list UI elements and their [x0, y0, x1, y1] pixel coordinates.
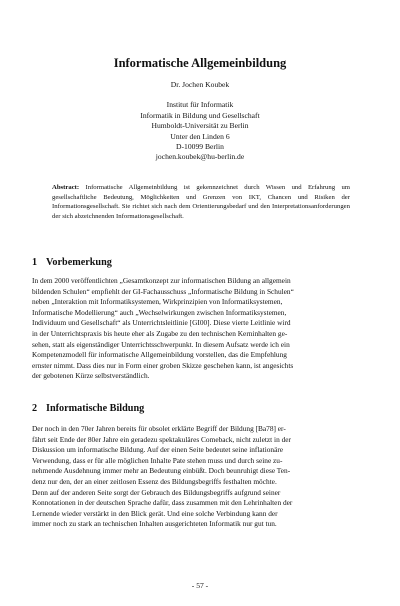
body-line: immer noch zu stark an technischen Inhalten ausgerichteten Informatik nur gut tun. — [32, 519, 277, 529]
section-number: 1 — [32, 257, 38, 268]
body-line: Verwendung, dass er für alle möglichen Inhalte Pate stehen muss und durch seine zu- — [32, 455, 283, 465]
section-body — [32, 424, 368, 530]
paper-title: Informatische Allgemeinbildung — [113, 56, 287, 70]
author-email: jochen.koubek@hu-berlin.de — [155, 152, 245, 162]
affiliation-line: Unter den Linden 6 — [170, 131, 230, 141]
section-title: Informatische Bildung — [46, 403, 145, 414]
body-line: Konnotationen in der deutschen Sprache dafür, dass zusammen mit den Lehrinhalten der — [32, 498, 293, 508]
body-line: Individuum und Gesellschaft“ als Unterrichtsleitlinie [GI00]. Diese vierte Leitlinie wird — [32, 318, 291, 328]
body-line: bildenden Schulen“ empfiehlt der GI-Fachausschuss „Informatische Bildung in Schulen“ — [32, 286, 294, 296]
section-heading — [32, 257, 112, 268]
body-line: nehmende Ausdehnung immer mehr an Bedeutung einbüßt. Doch beunruhigt diese Ten- — [32, 466, 291, 476]
author-block — [0, 80, 400, 163]
body-line: denz nur den, der an einer zeitlosen Essenz des Bildungsbegriffs festhalten möchte. — [32, 476, 277, 486]
body-line: In dem 2000 veröffentlichten „Gesamtkonzept zur informatischen Bildung an allgemein — [32, 276, 291, 285]
affiliation-line: D-10099 Berlin — [176, 142, 224, 152]
body-line: fährt seit Ende der 80er Jahre ein geradezu spektakuläres Comeback, nicht zuletzt in der — [32, 434, 291, 444]
body-line: der gebotenen Kürze selbstverständlich. — [32, 371, 150, 381]
abstract-text: Informatische Allgemeinbildung ist gekennzeichnet durch Wissen und Erfahrung um gesellschaftliche Bedeutung, Möglichkeiten und Grenzen von IKT, Chancen und Risiken der Informationsgesellschaft. Sie richtet sich nach dem Orientierungsbedarf und den Interpretationsanforderungen der sich abzeichnenden Informationsgesellschaft. — [52, 184, 350, 221]
body-line: Der noch in den 70er Jahren bereits für obsolet erklärte Begriff der Bildung [Ba78] er- — [32, 424, 286, 433]
body-line: in der Unterrichtspraxis bis heute eher als Zugabe zu den technischen Kerninhalten ge- — [32, 328, 288, 338]
body-line: Kompetenzmodell für informatische Allgemeinbildung vorstellen, das die Empfehlung — [32, 350, 287, 360]
body-line: Lernende wieder verstärkt in den Blick gerät. Und eine solche Verbindung kann der — [32, 508, 278, 518]
body-line: neben „Interaktion mit Informatiksystemen, Wirkprinzipien von Informatiksystemen, — [32, 297, 283, 307]
affiliation-line: Humboldt-Universität zu Berlin — [151, 121, 249, 131]
affiliation-line: Informatik in Bildung und Gesellschaft — [140, 110, 260, 120]
section-body — [32, 276, 368, 382]
author-name: Dr. Jochen Koubek — [170, 80, 230, 89]
section-number: 2 — [32, 403, 38, 414]
page-number: - 57 - — [191, 581, 209, 590]
body-line: Informatische Modellierung“ auch „Wechselwirkungen zwischen Informatiksystemen, — [32, 307, 287, 317]
section-title: Vorbemerkung — [46, 257, 112, 268]
body-line: ernster nimmt. Dass dies nur in Form einer groben Skizze geschehen kann, ist angesichts — [32, 360, 294, 370]
section-heading — [32, 403, 144, 414]
body-line: Denn auf der anderen Seite sorgt der Gebrauch des Bildungsbegriffs aufgrund seiner — [32, 487, 281, 497]
abstract — [52, 183, 350, 222]
abstract-label: Abstract: — [52, 184, 80, 191]
body-line: sehen, statt als eigenständiger Unterrichtsschwerpunkt. In diesem Aufsatz werde ich ein — [32, 339, 290, 349]
affiliation-line: Institut für Informatik — [166, 100, 234, 110]
body-line: Diskussion um informatische Bildung. Auf der einen Seite bedeutet seine inflationäre — [32, 445, 284, 455]
